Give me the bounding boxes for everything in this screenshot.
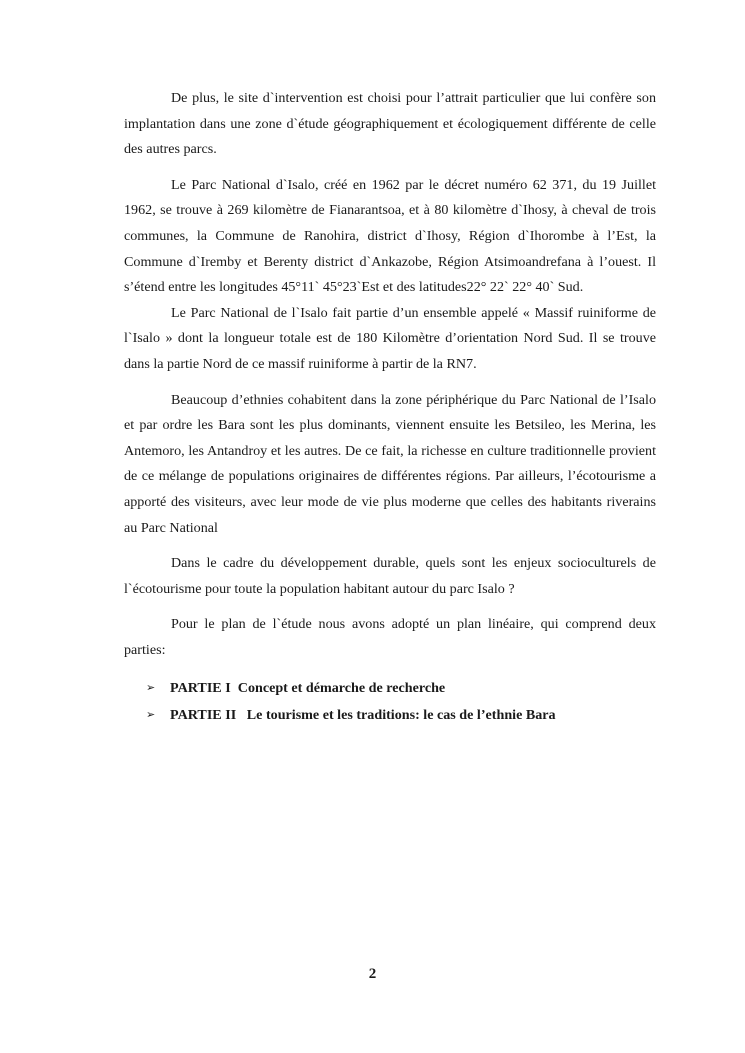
part-1-label: PARTIE I Concept et démarche de recherche — [170, 680, 446, 697]
list-item-part-1 — [146, 675, 656, 702]
document-page — [124, 86, 656, 729]
paragraph-ethnies: Beaucoup d’ethnies cohabitent dans la zone périphérique du Parc National de l’Isalo et par ordre les Bara sont les plus dominants, viennent ensuite les Betsileo, les Merina, les Antemoro, les Antandroy et les autres. De ce fait, la richesse en culture traditionnelle provient de ce mélange de populations originaires de différentes régions. Par ailleurs, l’écotourisme a apporté des visiteurs, avec leur mode de vie plus moderne que celles des habitants riverains au Parc National — [124, 391, 656, 536]
paragraph-site-choice: De plus, le site d`intervention est choisi pour l’attrait particulier que lui confère son implantation dans une zone d`étude géographiquement et écologiquement différente de celle des autres parcs. — [124, 90, 656, 158]
paragraph-park-location: Le Parc National d`Isalo, créé en 1962 par le décret numéro 62 371, du 19 Juillet 1962, se trouve à 269 kilomètre de Fianarantsoa, et à 80 kilomètre d`Ihosy, à cheval de trois communes, la Commune de Ranohira, district d`Ihosy, Région d`Ihorombe à l’Est, la Commune d`Iremby et Berenty district d`Ankazobe, Région Atsimoandrefana à l’ouest. Il s’étend entre les longitudes 45°11` 45°23`Est et des latitudes22° 22` 22° 40` Sud. — [124, 176, 656, 296]
parts-list — [124, 675, 656, 729]
arrow-bullet-icon: ➢ — [146, 709, 156, 722]
paragraph-research-question: Dans le cadre du développement durable, quels sont les enjeux socioculturels de l`écotourisme pour toute la population habitant autour du parc Isalo ? — [124, 555, 656, 597]
page-number: 2 — [368, 966, 377, 982]
part-2-label: PARTIE II Le tourisme et les traditions: le cas de l’ethnie Bara — [170, 707, 556, 724]
paragraph-plan: Pour le plan de l`étude nous avons adopté un plan linéaire, qui comprend deux parties: — [124, 616, 656, 658]
arrow-bullet-icon: ➢ — [146, 682, 156, 695]
list-item-part-2 — [146, 702, 656, 729]
paragraph-massif: Le Parc National de l`Isalo fait partie d’un ensemble appelé « Massif ruiniforme de l`Isalo » dont la longueur totale est de 180 Kilomètre d’orientation Nord Sud. Il se trouve dans la partie Nord de ce massif ruiniforme à partir de la RN7. — [124, 304, 656, 372]
